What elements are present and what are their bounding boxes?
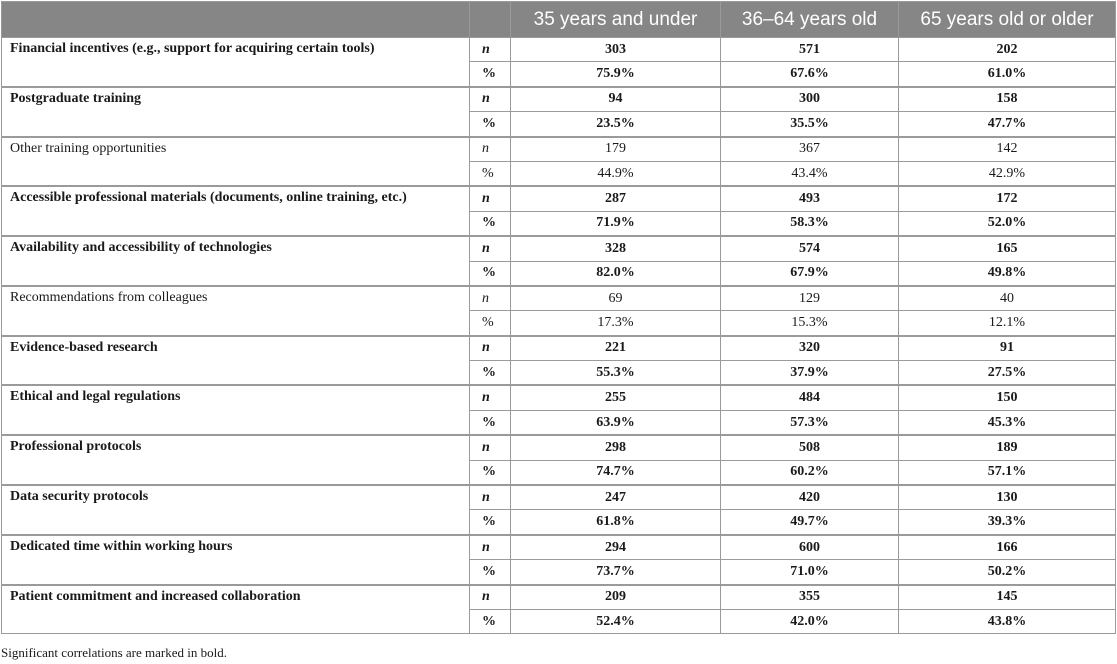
stat-label-n: n [470, 336, 511, 361]
count-cell: 150 [899, 385, 1116, 410]
factor-label: Availability and accessibility of technologies [2, 236, 470, 286]
percent-cell: 49.8% [899, 261, 1116, 286]
stat-label-percent: % [470, 261, 511, 286]
percent-cell: 52.4% [511, 609, 721, 633]
percent-cell: 75.9% [511, 62, 721, 87]
count-cell: 294 [511, 535, 721, 560]
count-cell: 255 [511, 385, 721, 410]
percent-cell: 61.8% [511, 510, 721, 535]
factor-label: Postgraduate training [2, 87, 470, 137]
table-row [2, 385, 1116, 410]
percent-cell: 58.3% [721, 211, 899, 236]
percent-cell: 37.9% [721, 361, 899, 386]
count-cell: 574 [721, 236, 899, 261]
count-cell: 571 [721, 38, 899, 62]
footnote: Significant correlations are marked in bold. [1, 645, 227, 660]
count-cell: 247 [511, 485, 721, 510]
factor-label: Data security protocols [2, 485, 470, 535]
percent-cell: 57.3% [721, 410, 899, 435]
stat-label-percent: % [470, 311, 511, 336]
stat-label-n: n [470, 236, 511, 261]
header-cell-stat [470, 2, 511, 38]
percent-cell: 44.9% [511, 161, 721, 186]
count-cell: 303 [511, 38, 721, 62]
count-cell: 367 [721, 137, 899, 162]
percent-cell: 27.5% [899, 361, 1116, 386]
stat-label-n: n [470, 186, 511, 211]
percent-cell: 42.0% [721, 609, 899, 633]
percent-cell: 67.9% [721, 261, 899, 286]
table-row [2, 485, 1116, 510]
count-cell: 298 [511, 435, 721, 460]
percent-cell: 60.2% [721, 460, 899, 485]
table-row [2, 535, 1116, 560]
percent-cell: 82.0% [511, 261, 721, 286]
factor-label: Financial incentives (e.g., support for acquiring certain tools) [2, 38, 470, 87]
stat-label-n: n [470, 485, 511, 510]
factor-label: Professional protocols [2, 435, 470, 485]
percent-cell: 57.1% [899, 460, 1116, 485]
table-row [2, 186, 1116, 211]
count-cell: 69 [511, 286, 721, 311]
stat-label-percent: % [470, 211, 511, 236]
percent-cell: 52.0% [899, 211, 1116, 236]
table-row [2, 336, 1116, 361]
factor-label: Recommendations from colleagues [2, 286, 470, 336]
stat-label-n: n [470, 38, 511, 62]
count-cell: 320 [721, 336, 899, 361]
count-cell: 158 [899, 87, 1116, 112]
stat-label-n: n [470, 535, 511, 560]
stat-label-percent: % [470, 510, 511, 535]
count-cell: 129 [721, 286, 899, 311]
count-cell: 94 [511, 87, 721, 112]
percent-cell: 61.0% [899, 62, 1116, 87]
percent-cell: 73.7% [511, 560, 721, 585]
stat-label-percent: % [470, 560, 511, 585]
stat-label-percent: % [470, 161, 511, 186]
count-cell: 172 [899, 186, 1116, 211]
stat-label-percent: % [470, 62, 511, 87]
percent-cell: 43.8% [899, 609, 1116, 633]
count-cell: 130 [899, 485, 1116, 510]
header-cell-age-36-64: 36–64 years old [721, 2, 899, 38]
stat-label-n: n [470, 87, 511, 112]
count-cell: 287 [511, 186, 721, 211]
percent-cell: 15.3% [721, 311, 899, 336]
count-cell: 202 [899, 38, 1116, 62]
percent-cell: 45.3% [899, 410, 1116, 435]
count-cell: 166 [899, 535, 1116, 560]
factor-label: Other training opportunities [2, 137, 470, 187]
count-cell: 508 [721, 435, 899, 460]
header-cell-age-35-under: 35 years and under [511, 2, 721, 38]
count-cell: 91 [899, 336, 1116, 361]
percent-cell: 63.9% [511, 410, 721, 435]
percent-cell: 71.0% [721, 560, 899, 585]
count-cell: 221 [511, 336, 721, 361]
count-cell: 355 [721, 585, 899, 610]
factor-label: Accessible professional materials (documents, online training, etc.) [2, 186, 470, 236]
count-cell: 420 [721, 485, 899, 510]
stat-label-n: n [470, 385, 511, 410]
count-cell: 600 [721, 535, 899, 560]
count-cell: 179 [511, 137, 721, 162]
percent-cell: 23.5% [511, 112, 721, 137]
percent-cell: 47.7% [899, 112, 1116, 137]
percent-cell: 35.5% [721, 112, 899, 137]
table-row [2, 38, 1116, 62]
table-body [2, 38, 1116, 634]
percent-cell: 39.3% [899, 510, 1116, 535]
percent-cell: 50.2% [899, 560, 1116, 585]
count-cell: 209 [511, 585, 721, 610]
table-row [2, 236, 1116, 261]
percent-cell: 42.9% [899, 161, 1116, 186]
header-cell-age-65-older: 65 years old or older [899, 2, 1116, 38]
stat-label-percent: % [470, 410, 511, 435]
stat-label-n: n [470, 137, 511, 162]
percent-cell: 12.1% [899, 311, 1116, 336]
percent-cell: 17.3% [511, 311, 721, 336]
table-row [2, 435, 1116, 460]
count-cell: 145 [899, 585, 1116, 610]
percent-cell: 71.9% [511, 211, 721, 236]
table-row [2, 137, 1116, 162]
results-table [1, 1, 1116, 634]
factor-label: Patient commitment and increased collaboration [2, 585, 470, 634]
count-cell: 40 [899, 286, 1116, 311]
factor-label: Dedicated time within working hours [2, 535, 470, 585]
count-cell: 142 [899, 137, 1116, 162]
percent-cell: 67.6% [721, 62, 899, 87]
count-cell: 300 [721, 87, 899, 112]
percent-cell: 55.3% [511, 361, 721, 386]
factor-label: Ethical and legal regulations [2, 385, 470, 435]
stat-label-percent: % [470, 460, 511, 485]
table-row [2, 585, 1116, 610]
table-row [2, 87, 1116, 112]
percent-cell: 74.7% [511, 460, 721, 485]
count-cell: 189 [899, 435, 1116, 460]
header-cell-factor [2, 2, 470, 38]
stat-label-n: n [470, 286, 511, 311]
percent-cell: 49.7% [721, 510, 899, 535]
count-cell: 493 [721, 186, 899, 211]
factor-label: Evidence-based research [2, 336, 470, 386]
stat-label-percent: % [470, 361, 511, 386]
stat-label-percent: % [470, 609, 511, 633]
count-cell: 165 [899, 236, 1116, 261]
count-cell: 484 [721, 385, 899, 410]
stat-label-n: n [470, 585, 511, 610]
count-cell: 328 [511, 236, 721, 261]
header-row [2, 2, 1116, 38]
stat-label-n: n [470, 435, 511, 460]
table-row [2, 286, 1116, 311]
stat-label-percent: % [470, 112, 511, 137]
percent-cell: 43.4% [721, 161, 899, 186]
